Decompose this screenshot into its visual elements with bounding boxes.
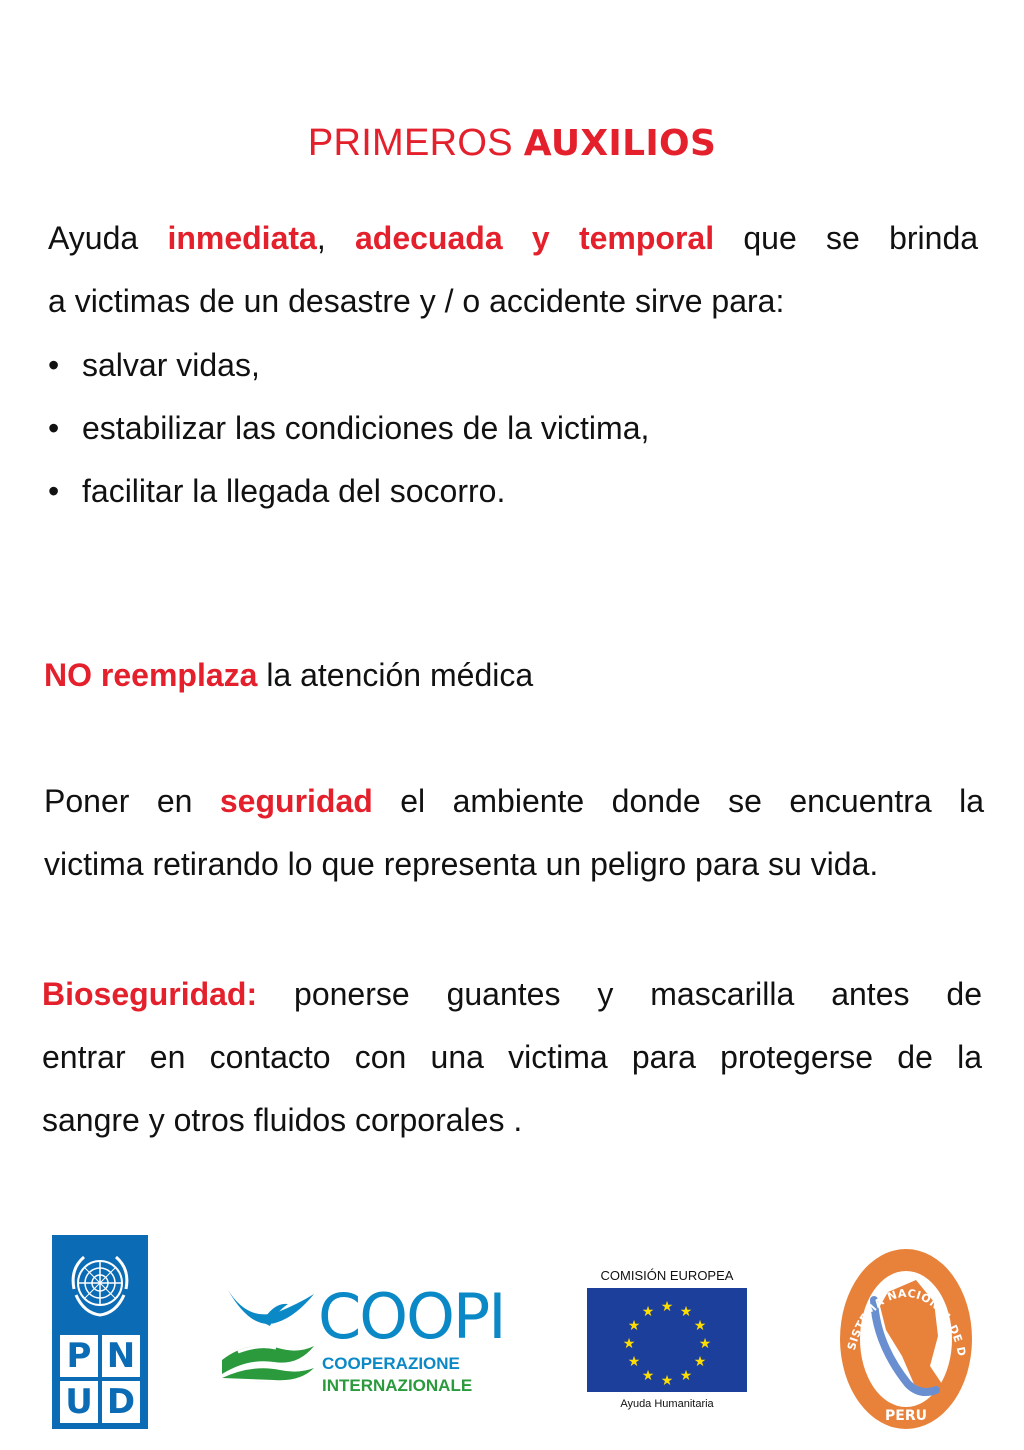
intro-rest-line1: que se brinda bbox=[714, 220, 979, 256]
seguridad-pre: Poner en bbox=[44, 783, 220, 819]
pnud-letter: P bbox=[60, 1335, 98, 1377]
pnud-logo bbox=[52, 1235, 148, 1429]
bioseguridad-line2: entrar en contacto con una victima para protegerse de la bbox=[42, 1039, 982, 1075]
bullet-item: • estabilizar las condiciones de la victima, bbox=[48, 397, 978, 460]
svg-text:★: ★ bbox=[641, 1368, 655, 1384]
svg-text:★: ★ bbox=[698, 1336, 712, 1352]
svg-text:★: ★ bbox=[660, 1299, 674, 1315]
bullet-item: • facilitar la llegada del socorro. bbox=[48, 460, 978, 523]
pnud-letter: U bbox=[60, 1381, 98, 1423]
seguridad-line2: victima retirando lo que representa un peligro para su vida. bbox=[44, 846, 879, 882]
coopi-wordmark: COOPI bbox=[318, 1280, 505, 1353]
no-reemplaza-red: NO reemplaza bbox=[44, 657, 258, 693]
bioseguridad-paragraph bbox=[42, 963, 982, 1152]
svg-text:★: ★ bbox=[627, 1318, 641, 1334]
page-title bbox=[0, 122, 1024, 165]
sinadeci-arc-text: SISTEMA NACIONAL DE D bbox=[844, 1286, 969, 1358]
bioseguridad-line3: sangre y otros fluidos corporales . bbox=[42, 1102, 523, 1138]
svg-text:★: ★ bbox=[693, 1318, 707, 1334]
coopi-sub2: INTERNAZIONALE bbox=[322, 1376, 473, 1395]
un-emblem-icon bbox=[64, 1249, 136, 1321]
sinadeci-logo bbox=[836, 1244, 976, 1434]
title-part1: PRIMEROS bbox=[307, 122, 524, 164]
intro-red1: inmediata bbox=[167, 220, 317, 256]
bullet-item: • salvar vidas, bbox=[48, 334, 978, 397]
coopi-sub1: COOPERAZIONE bbox=[322, 1354, 460, 1373]
bioseguridad-red: Bioseguridad: bbox=[42, 976, 258, 1012]
pnud-letter: N bbox=[102, 1335, 140, 1377]
eu-flag bbox=[587, 1288, 747, 1392]
svg-text:★: ★ bbox=[622, 1336, 636, 1352]
eu-caption: COMISIÓN EUROPEA bbox=[600, 1268, 734, 1283]
bioseguridad-line1-rest: ponerse guantes y mascarilla antes de bbox=[257, 976, 982, 1012]
bullet-list bbox=[48, 334, 978, 523]
intro-word1: Ayuda bbox=[48, 220, 168, 256]
svg-text:★: ★ bbox=[627, 1354, 641, 1370]
sinadeci-bottom-text: PERU bbox=[885, 1408, 927, 1424]
coopi-wave-icon bbox=[218, 1282, 318, 1382]
pnud-letter: D bbox=[102, 1381, 140, 1423]
intro-comma: , bbox=[316, 220, 355, 256]
seguridad-paragraph bbox=[44, 770, 984, 896]
svg-text:★: ★ bbox=[679, 1368, 693, 1384]
eu-stars-icon bbox=[587, 1288, 747, 1392]
intro-line2: a victimas de un desastre y / o accidente sirve para: bbox=[48, 283, 785, 319]
seguridad-red: seguridad bbox=[219, 783, 373, 819]
bioseguridad-line1 bbox=[42, 963, 982, 1026]
sinadeci-emblem-icon bbox=[836, 1244, 976, 1434]
no-reemplaza-rest: la atención médica bbox=[257, 657, 534, 693]
seguridad-post: el ambiente donde se encuentra la bbox=[372, 783, 985, 819]
logos-row bbox=[0, 1230, 1024, 1440]
no-reemplaza-paragraph bbox=[44, 644, 984, 707]
svg-text:★: ★ bbox=[693, 1354, 707, 1370]
title-part2: AUXILIOS bbox=[523, 123, 717, 164]
eu-footer: Ayuda Humanitaria bbox=[620, 1398, 714, 1410]
coopi-logo bbox=[218, 1280, 505, 1400]
svg-text:★: ★ bbox=[660, 1373, 674, 1389]
svg-text:★: ★ bbox=[679, 1304, 693, 1320]
seguridad-line1 bbox=[44, 770, 984, 833]
intro-red2: adecuada y temporal bbox=[354, 220, 715, 256]
svg-text:★: ★ bbox=[641, 1304, 655, 1320]
pnud-letters bbox=[60, 1335, 140, 1423]
eu-logo bbox=[586, 1260, 748, 1420]
intro-line1 bbox=[48, 207, 978, 270]
intro-paragraph bbox=[48, 207, 978, 333]
